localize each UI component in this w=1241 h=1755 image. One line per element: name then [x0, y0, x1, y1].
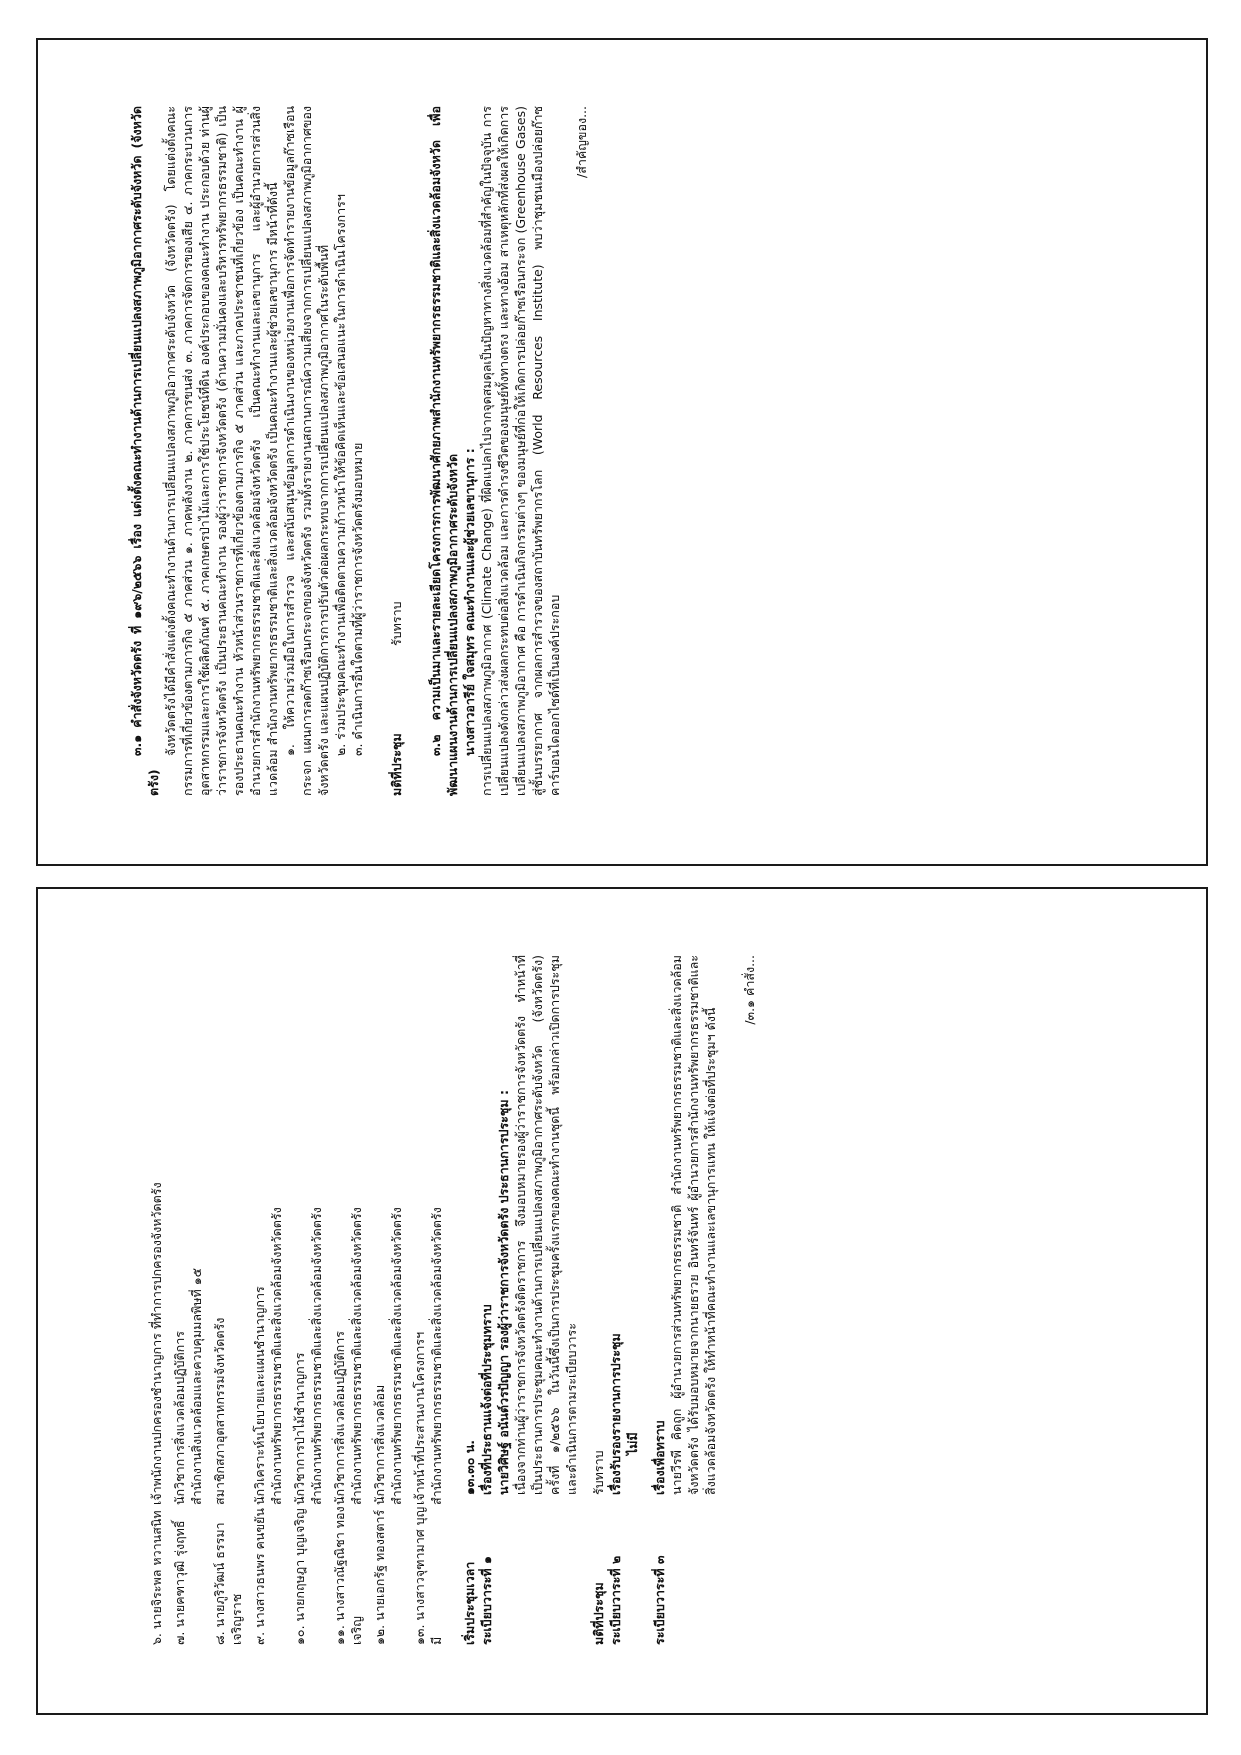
attendee-list — [148, 955, 445, 1645]
resolution-row — [388, 106, 405, 796]
attendee-position: สำนักงานทรัพยากรธรรมชาติและสิ่งแวดล้อมจังหวัดตรัง — [309, 1207, 324, 1505]
attendee-position: นักวิเคราะห์นโยบายและแผนชำนาญการ — [252, 1286, 267, 1505]
resolution-1-row — [590, 955, 607, 1645]
attendee-position: นักวิชาการสิ่งแวดล้อม — [372, 1384, 387, 1505]
document-page-lower — [36, 887, 1208, 1715]
item-3-1-paragraph: จังหวัดตรังได้มีคำสั่งแต่งตั้งคณะทำงานด้านการเปลี่ยนแปลงสภาพภูมิอากาศระดับจังหวัด (จังหวัดตรัง) โดยแต่งตั้งคณะกรรมการที่เกี่ยวข้องตามภารกิจ ๕ ภาคส่วน ๑. ภาคพลังงาน ๒. ภาคการขนส่ง ๓. ภาคการจัดการของเสีย ๔. ภาคกระบวนการอุตสาหกรรมและการใช้ผลิตภัณฑ์ ๕. ภาคเกษตรป่าไม้และการใช้ประโยชน์ที่ดิน องค์ประกอบของคณะทำงาน ประกอบด้วย ท่านผู้ว่าราชการจังหวัดตรัง เป็นประธานคณะทำงาน รองผู้ว่าราชการจังหวัดตรัง (ด้านความมั่นคงและบริหารทรัพยากรธรรมชาติ) เป็นรองประธานคณะทำงาน หัวหน้าส่วนราชการที่เกี่ยวข้องตามภารกิจ ๕ ภาคส่วน และภาคประชาชนที่เกี่ยวข้อง เป็นคณะทำงาน ผู้อำนวยการสำนักงานทรัพยากรธรรมชาติและสิ่งแวดล้อมจังหวัดตรัง เป็นคณะทำงานและเลขานุการ และผู้อำนวยการส่วนสิ่งแวดล้อม สำนักงานทรัพยากรธรรมชาติและสิ่งแวดล้อมจังหวัดตรัง เป็นคณะทำงานและผู้ช่วยเลขานุการ มีหน้าที่ดังนี้ — [163, 106, 280, 796]
attendee-row — [171, 955, 205, 1645]
agenda-1-label: ระเบียบวาระที่ ๑ — [479, 1556, 494, 1645]
start-time-label: เริ่มประชุมเวลา — [462, 1561, 477, 1645]
start-time-value: ๑๓.๓๐ น. — [462, 1439, 477, 1495]
attendee-positions — [291, 955, 325, 1505]
item-3-1-duty-3: ๓. ดำเนินการอื่นใดตามที่ผู้ว่าราชการจังหวัดตรังมอบหมาย — [350, 442, 365, 756]
resolution-value: รับทราบ — [389, 601, 404, 646]
agenda-2-label: ระเบียบวาระที่ ๒ — [608, 1555, 623, 1645]
page-body — [128, 106, 590, 796]
attendee-row — [331, 955, 365, 1645]
agenda-1-title: เรื่องที่ประธานแจ้งต่อที่ประชุมทราบ — [479, 1304, 494, 1495]
attendee-name: ๑๑. นางสาวณัฐณิชา ทองเจริญ — [332, 1506, 364, 1645]
rotated-content-lower — [38, 891, 1206, 1715]
rotated-content-upper — [38, 42, 1206, 866]
attendee-row — [148, 955, 165, 1645]
attendee-positions — [211, 955, 245, 1505]
item-3-2-speaker: นางสาวอารีย์ ใจสมุทร คณะทำงานและผู้ช่วยเลขานุการ : — [462, 448, 477, 756]
attendee-row — [211, 955, 245, 1645]
attendee-name: ๖. นายจิระพล หวานสนิท — [149, 1510, 164, 1645]
resolution-label: มติที่ประชุม — [389, 733, 404, 796]
attendee-positions — [148, 955, 165, 1505]
resolution-1-value: รับทราบ — [591, 1450, 606, 1495]
start-time-row — [461, 955, 478, 1645]
attendee-name: ๗. นายคฑาวุฒิ รุ่งฤทธิ์ — [172, 1520, 187, 1645]
continuation-marker: /๓.๑ คำสั่ง... — [742, 955, 757, 1025]
agenda-3-row — [651, 955, 719, 1645]
attendee-name: ๙. นางสาวธนพร คนขยัน — [252, 1508, 267, 1645]
attendee-name: ๘. นายภูริวัฒน์ ธรรมาเจริญราช — [212, 1522, 244, 1645]
attendee-position: สำนักงานทรัพยากรธรรมชาติและสิ่งแวดล้อมจังหวัดตรัง — [429, 1207, 444, 1505]
attendee-row — [371, 955, 405, 1645]
continuation-marker: /สำคัญของ... — [574, 106, 589, 178]
agenda-3-title: เรื่องเพื่อทราบ — [652, 1420, 667, 1495]
attendee-position: สำนักงานทรัพยากรธรรมชาติและสิ่งแวดล้อมจังหวัดตรัง — [269, 1207, 284, 1505]
attendee-row — [411, 955, 445, 1645]
item-3-1-title: ๓.๑ คำสั่งจังหวัดตรัง ที่ ๑๙๖/๒๕๖๖ เรื่อง แต่งตั้งคณะทำงานด้านการเปลี่ยนแปลงสภาพภูมิอากาศระดับจังหวัด (จังหวัดตรัง) — [129, 106, 161, 796]
document-page-upper — [36, 38, 1208, 866]
attendee-positions — [411, 955, 445, 1505]
attendee-position: สมาชิกสภาอุตสาหกรรมจังหวัดตรัง — [212, 1317, 227, 1505]
attendee-row — [291, 955, 325, 1645]
item-3-2-paragraph: การเปลี่ยนแปลงสภาพภูมิอากาศ (Climate Change) ที่ผิดแปลกไปจากจุดสมดุลเป็นปัญหาทางสิ่งแวดล้อมที่สำคัญในปัจจุบัน การเปลี่ยนแปลงดังกล่าวส่งผลกระทบต่อสิ่งแวดล้อม และการดำรงชีวิตของมนุษย์ทั้งทางตรง และทางอ้อม สาเหตุหลักที่ส่งผลให้เกิดการเปลี่ยนแปลงสภาพภูมิอากาศ คือ การดำเนินกิจกรรมต่างๆ ของมนุษย์ที่ก่อให้เกิดการปล่อยก๊าซเรือนกระจก (Greenhouse Gases) สู่ชั้นบรรยากาศ จากผลการสำรวจของสถาบันทรัพยากรโลก (World Resources Institute) พบว่าชุมชนเมืองปล่อยก๊าซคาร์บอนไดออกไซด์ที่เป็นองค์ประกอบ — [479, 106, 562, 796]
agenda-2-body — [607, 955, 641, 1495]
attendee-position: นักวิชาการป่าไม้ชำนาญการ — [292, 1352, 307, 1505]
attendee-position: เจ้าหน้าที่ประสานงานโครงการฯ — [412, 1331, 427, 1505]
attendee-name: ๑๒. นายเอกรัฐ ทองสตาร์ — [372, 1509, 387, 1645]
attendee-positions — [251, 955, 285, 1505]
attendee-position: สำนักงานสิ่งแวดล้อมและควบคุมมลพิษที่ ๑๕ — [189, 1267, 204, 1505]
item-3-1-duty-2: ๒. ร่วมประชุมคณะทำงานเพื่อติดตามความก้าวหน้าให้ข้อคิดเห็นและข้อเสนอแนะในการดำเนินโครงการฯ — [333, 194, 348, 756]
item-3-2-title: ๓.๒ ความเป็นมาและรายละเอียดโครงการการพัฒนาศักยภาพสำนักงานทรัพยากรธรรมชาติและสิ่งแวดล้อมจังหวัด เพื่อพัฒนาแผนงานด้านการเปลี่ยนแปลงสภาพภูมิอากาศระดับจังหวัด — [428, 106, 460, 796]
attendee-position: สำนักงานทรัพยากรธรรมชาติและสิ่งแวดล้อมจังหวัดตรัง — [349, 1207, 364, 1505]
attendee-name: ๑๐. นายกฤษฎา บุญเจริญ — [292, 1508, 307, 1645]
attendee-positions — [371, 955, 405, 1505]
attendee-row — [251, 955, 285, 1645]
resolution-1-label: มติที่ประชุม — [591, 1582, 606, 1645]
attendee-position: สำนักงานทรัพยากรธรรมชาติและสิ่งแวดล้อมจังหวัดตรัง — [389, 1207, 404, 1505]
agenda-1-speaker: นายวิศิษฐ์ อนันต์วรปัญญา รองผู้ว่าราชการจังหวัดตรัง ประธานการประชุม : — [496, 1090, 511, 1495]
agenda-1-text: เนื่องจากท่านผู้ว่าราชการจังหวัดตรังติดราชการ จึงมอบหมายรองผู้ว่าราชการจังหวัดตรัง ทำหน้าที่เป็นประธานการประชุมคณะทำงานด้านการเปลี่ยนแปลงสภาพภูมิอากาศระดับจังหวัด (จังหวัดตรัง) ครั้งที่ ๑/๒๕๖๖ ในวันนี้ซึ่งเป็นการประชุมครั้งแรกของคณะทำงานชุดนี้ พร้อมกล่าวเปิดการประชุม และดำเนินการตามระเบียบวาระ — [513, 955, 579, 1495]
agenda-3-text: นายวีรพี คิดถูก ผู้อำนวยการส่วนทรัพยากรธรรมชาติ สำนักงานทรัพยากรธรรมชาติและสิ่งแวดล้อมจังหวัดตรัง ได้รับมอบหมายจากนายธรวย อินทร์จันทร์ ผู้อำนวยการสำนักงานทรัพยากรธรรมชาติและสิ่งแวดล้อมจังหวัดตรัง ให้ทำหน้าที่คณะทำงานและเลขานุการแทน ให้แจ้งต่อที่ประชุมฯ ดังนี้ — [669, 955, 718, 1495]
agenda-1-row — [478, 955, 580, 1645]
attendee-name: ๑๓. นางสาวจุฑามาศ บุญมี — [412, 1506, 444, 1645]
agenda-2-title: เรื่องรับรองรายงานการประชุม — [608, 1333, 623, 1495]
attendee-position: เจ้าพนักงานปกครองชำนาญการ ที่ทำการปกครองจังหวัดตรัง — [149, 1182, 164, 1505]
agenda-3-label: ระเบียบวาระที่ ๓ — [652, 1555, 667, 1645]
agenda-2-value: ไม่มี — [625, 1432, 640, 1455]
agenda-3-body — [651, 955, 719, 1495]
page-body — [148, 955, 758, 1645]
item-3-1-duty-1: ๑. ให้ความร่วมมือในการสำรวจ และสนับสนุนข้อมูลการดำเนินงานของหน่วยงานเพื่อการจัดทำรายงานข้อมูลก๊าซเรือนกระจก แผนการลดก๊าซเรือนกระจกของจังหวัดตรัง รวมทั้งรายงานสถานการณ์ความเสี่ยงจากการเปลี่ยนแปลงสภาพภูมิอากาศของจังหวัดตรัง และแผนปฏิบัติการการปรับตัวต่อผลกระทบจากการเปลี่ยนแปลงสภาพภูมิอากาศในระดับพื้นที่ — [282, 106, 331, 796]
attendee-position: นักวิชาการสิ่งแวดล้อมปฏิบัติการ — [332, 1331, 347, 1505]
attendee-positions — [171, 955, 205, 1505]
attendee-position: นักวิชาการสิ่งแวดล้อมปฏิบัติการ — [172, 1331, 187, 1505]
agenda-2-row — [607, 955, 641, 1645]
agenda-1-body — [478, 955, 580, 1495]
attendee-positions — [331, 955, 365, 1505]
